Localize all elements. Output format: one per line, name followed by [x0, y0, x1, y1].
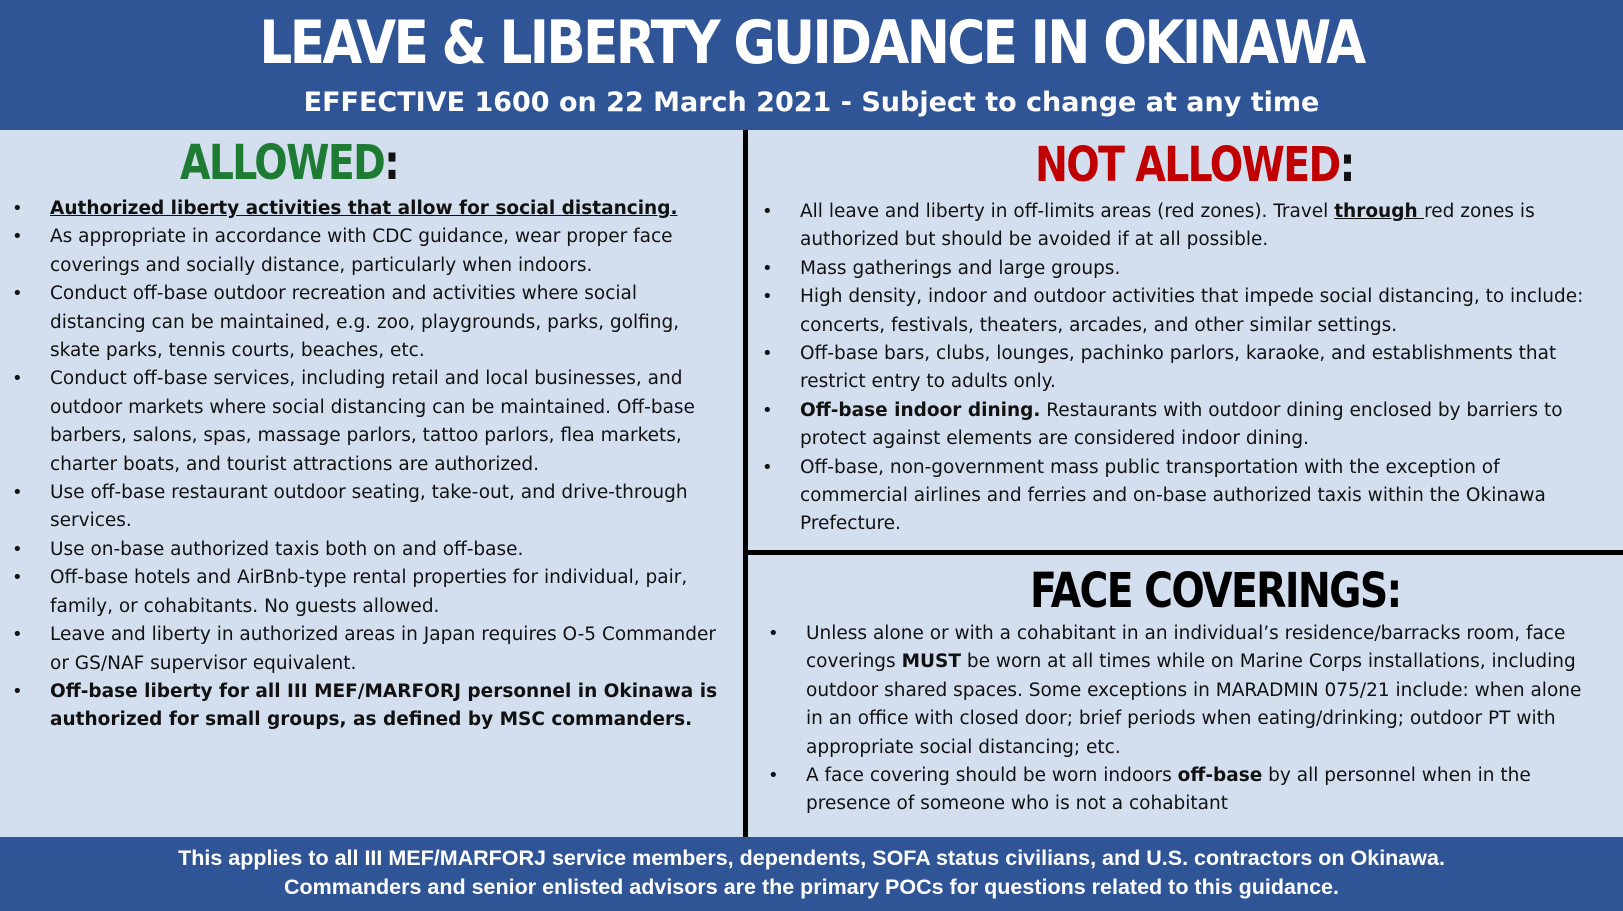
- face-coverings-list: [768, 620, 1588, 819]
- face-coverings-item: • A face covering should be worn indoors off-base by all personnel when in the presence of someone who is not a cohabitant: [768, 762, 1588, 819]
- page-subtitle: EFFECTIVE 1600 on 22 March 2021 - Subject to change at any time: [303, 87, 1320, 118]
- footer-line-2: Commanders and senior enlisted advisors are the primary POCs for questions related to this guidance.: [284, 875, 1339, 899]
- footer-banner: [0, 837, 1623, 911]
- allowed-item: • Use off-base restaurant outdoor seating, take-out, and drive-through services.: [12, 479, 732, 536]
- allowed-heading: [180, 134, 398, 192]
- allowed-item: • Authorized liberty activities that allow for social distancing.: [12, 195, 732, 223]
- face-coverings-heading: FACE COVERINGS:: [1030, 563, 1401, 619]
- not-allowed-list: [762, 198, 1597, 539]
- not-allowed-item: • Off-base indoor dining. Restaurants with outdoor dining enclosed by barriers to protect against elements are considered indoor dining.: [762, 397, 1597, 454]
- not-allowed-item: • Mass gatherings and large groups.: [762, 255, 1597, 283]
- allowed-item: • As appropriate in accordance with CDC guidance, wear proper face coverings and socially distance, particularly when indoors.: [12, 223, 732, 280]
- allowed-item: • Use on-base authorized taxis both on and off-base.: [12, 536, 732, 564]
- horizontal-divider: [748, 550, 1623, 555]
- page-title: LEAVE & LIBERTY GUIDANCE IN OKINAWA: [259, 8, 1364, 78]
- not-allowed-heading-text: NOT ALLOWED: [1035, 137, 1340, 193]
- allowed-item: • Leave and liberty in authorized areas in Japan requires O-5 Commander or GS/NAF supervisor equivalent.: [12, 621, 732, 678]
- allowed-item: • Conduct off-base services, including retail and local businesses, and outdoor markets where social distancing can be maintained. Off-base barbers, salons, spas, massage parlors, tattoo parlors, flea markets, charter boats, and tourist attractions are authorized.: [12, 365, 732, 479]
- allowed-item: • Conduct off-base outdoor recreation and activities where social distancing can be maintained, e.g. zoo, playgrounds, parks, golfing, skate parks, tennis courts, beaches, etc.: [12, 280, 732, 365]
- not-allowed-item: • Off-base, non-government mass public transportation with the exception of commercial airlines and ferries and on-base authorized taxis within the Okinawa Prefecture.: [762, 454, 1597, 539]
- not-allowed-item: • High density, indoor and outdoor activities that impede social distancing, to include: concerts, festivals, theaters, arcades, and other similar settings.: [762, 283, 1597, 340]
- vertical-divider: [743, 130, 748, 837]
- not-allowed-heading: [1035, 136, 1354, 194]
- allowed-heading-colon: :: [384, 135, 399, 191]
- allowed-item: • Off-base hotels and AirBnb-type rental properties for individual, pair, family, or cohabitants. No guests allowed.: [12, 564, 732, 621]
- allowed-heading-text: ALLOWED: [180, 135, 385, 191]
- face-coverings-item: • Unless alone or with a cohabitant in an individual’s residence/barracks room, face coverings MUST be worn at all times while on Marine Corps installations, including outdoor shared spaces. Some exceptions in MARADMIN 075/21 include: when alone in an office with closed door; brief periods when eating/drinking; outdoor PT with appropriate social distancing; etc.: [768, 620, 1588, 762]
- header-banner: [0, 0, 1623, 130]
- footer-line-1: This applies to all III MEF/MARFORJ service members, dependents, SOFA status civilians, and U.S. contractors on Okinawa.: [178, 846, 1445, 870]
- not-allowed-heading-colon: :: [1339, 137, 1354, 193]
- allowed-item: • Off-base liberty for all III MEF/MARFORJ personnel in Okinawa is authorized for small groups, as defined by MSC commanders.: [12, 678, 732, 735]
- not-allowed-item: • Off-base bars, clubs, lounges, pachinko parlors, karaoke, and establishments that restrict entry to adults only.: [762, 340, 1597, 397]
- not-allowed-item: • All leave and liberty in off-limits areas (red zones). Travel through red zones is authorized but should be avoided if at all possible.: [762, 198, 1597, 255]
- allowed-list: [12, 195, 732, 735]
